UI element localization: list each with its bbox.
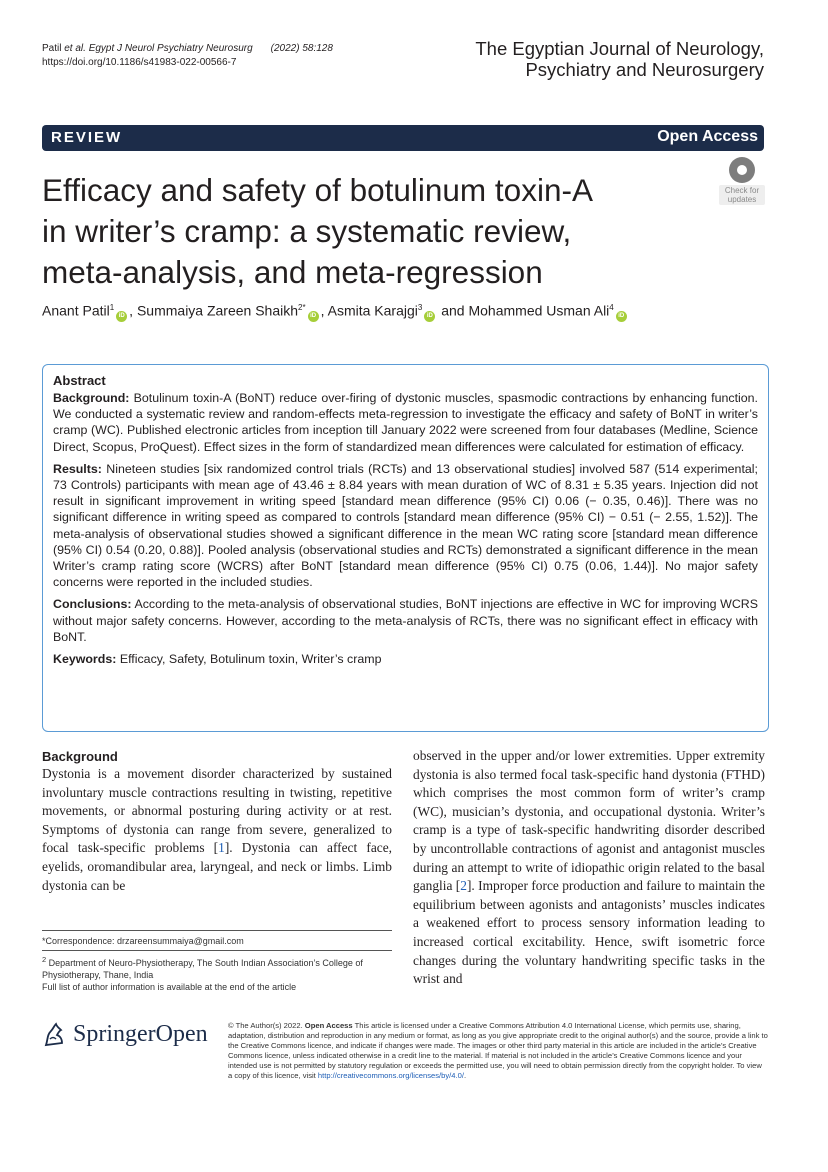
abstract-keywords	[53, 651, 758, 667]
check-updates-icon	[729, 157, 755, 183]
author-separator: ,	[129, 302, 137, 319]
orcid-icon[interactable]: iD	[424, 311, 435, 322]
article-title	[42, 170, 702, 293]
journal-name	[475, 38, 764, 80]
journal-name-line2: Psychiatry and Neurosurgery	[525, 59, 764, 80]
author-affiliation-sup: 1	[109, 303, 115, 312]
citation-year: (2022) 58:128	[270, 43, 333, 54]
abstract-results-text: Nineteen studies [six randomized control trials (RCTs) and 13 observational studies] involved 587 (514 experimental; 73 Controls) participants with mean age of 43.46 ± 8.84 years with mean duration of WC of 8.31 ± 5.35 years. Injection did not result in significant improvement in writing speed [standard mean difference (95% CI) 0.06 (− 0.35, 0.46)]. There was no significant difference in writing speed as compared to controls [standard mean difference (95% CI) − 0.51 (− 2.55, 1.52)]. The meta-analysis of observational studies showed a significant difference in the mean WC rating score [standard mean difference (95% CI) 0.54 (0.20, 0.88)]. Pooled analysis (observational studies and RCTs) demonstrated a significant difference in the mean Writer’s cramp rating score (WCRS) after BoNT [standard mean difference (95% CI) 0.75 (0.06, 1.44)]. No major safety concerns were reported in the included studies.	[53, 461, 758, 590]
body-text: ]. Improper force production and failure to maintain the equilibrium between agonists and antagonists’ muscles indicates a weakened effort to process sensory information leading to increased cortical excitability. Hence, swift isometric force changes during the voluntary handwriting specific tasks in the wrist and	[413, 878, 765, 987]
abstract-results-label: Results:	[53, 461, 102, 476]
body-text: Dystonia is a movement disorder characterized by sustained involuntary muscle contractions resulting in twisting, repetitive movements, or abnormal posturing during activity or at rest. Symptoms of dystonia can range from severe, generalized to focal task-specific problems [	[42, 766, 392, 856]
body-text: ]. Dystonia can affect face, eyelids, oromandibular area, laryngeal, and neck or limbs. Limb dystonia can be	[42, 840, 392, 893]
open-access-label: Open Access	[657, 128, 758, 145]
license-end: .	[463, 1071, 467, 1080]
citation-header	[42, 42, 333, 70]
author-name: Anant Patil	[42, 302, 110, 319]
doi-link[interactable]: https://doi.org/10.1186/s41983-022-00566-7	[42, 57, 237, 68]
author-affiliation-sup: 3	[417, 303, 423, 312]
license-text: This article is licensed under a Creative Commons Attribution 4.0 International License, which permits use, sharing, adaptation, distribution and reproduction in any medium or format, as long as you give appropriate credit to the original author(s) and the source, provide a link to the Creative Commons licence, and indicate if changes were made. The images or other third party material in this article are included in the article’s Creative Commons licence, unless indicated otherwise in a credit line to the material. If material is not included in the article’s Creative Commons licence and your intended use is not permitted by statutory regulation or exceeds the permitted use, you will need to obtain permission directly from the copyright holder. To view a copy of this licence, visit	[228, 1021, 768, 1080]
abstract-background	[53, 390, 758, 455]
author-list	[42, 298, 629, 322]
author-affiliation-sup: 2*	[298, 303, 306, 312]
abstract-results	[53, 461, 758, 591]
author-name: Asmita Karajgi	[327, 302, 418, 319]
author-separator: ,	[320, 302, 328, 319]
abstract-conclusions-text: According to the meta-analysis of observational studies, BoNT injections are effective in WC for improving WCRS without major safety concerns. However, according to the meta-analysis of RCTs, there was no significant effect in efficacy with BoNT.	[53, 597, 758, 644]
affiliation-note	[42, 954, 394, 993]
citation-authors: Patil	[42, 43, 65, 54]
check-updates-line2: updates	[727, 195, 757, 204]
reference-link[interactable]: 2	[460, 878, 467, 894]
correspondence-note: *Correspondence: drzareensummaiya@gmail.com	[42, 936, 244, 946]
abstract-background-label: Background:	[53, 391, 130, 405]
journal-name-line1: The Egyptian Journal of Neurology,	[475, 38, 764, 59]
springer-open-name: Open	[155, 1021, 208, 1047]
title-line-3: meta-analysis, and meta-regression	[42, 254, 543, 290]
body-text: observed in the upper and/or lower extremities. Upper extremity dystonia is also termed focal task-specific hand dystonia (FTHD) which comprises the most common form of writer’s cramp (WC), musician’s dystonia, and occupational dystonia. Writer’s cramp is a type of task-specific handwriting disorder described by uncontrollable contractions of agonist and antagonist muscles during an attempt to write of idiopathic origin related to the basal ganglia [	[413, 748, 765, 894]
springer-wordmark	[73, 1021, 208, 1048]
author-affiliation-sup: 4	[609, 303, 614, 312]
orcid-icon[interactable]: iD	[116, 311, 127, 322]
title-line-2: in writer’s cramp: a systematic review,	[42, 213, 572, 249]
springer-horse-icon	[42, 1021, 66, 1049]
check-for-updates-badge[interactable]	[719, 157, 765, 205]
body-right-column	[413, 747, 765, 989]
springer-open-logo	[42, 1019, 222, 1053]
author-name: Summaiya Zareen Shaikh	[136, 302, 299, 319]
license-statement	[228, 1021, 768, 1081]
section-heading-background: Background	[42, 749, 118, 764]
abstract-background-text: Botulinum toxin-A (BoNT) reduce over-firing of dystonic muscles, spasmodic contractions by enhancing function. We conducted a systematic review and random-effects meta-regression to investigate the efficacy and safety of BoNT in writer’s cramp (WC). Published electronic articles from inception till January 2022 were screened from four databases (Medline, Science Direct, Scopus, ProQuest). Effect sizes in the form of standardized mean differences were calculated for estimation of efficacy.	[53, 391, 759, 454]
author-and: and	[437, 302, 469, 319]
orcid-icon[interactable]: iD	[308, 311, 319, 322]
abstract-conclusions-label: Conclusions:	[53, 597, 132, 612]
license-url-link[interactable]: http://creativecommons.org/licenses/by/4.0/	[317, 1071, 464, 1080]
keywords-text: Efficacy, Safety, Botulinum toxin, Writer’s cramp	[119, 652, 382, 667]
orcid-icon[interactable]: iD	[616, 311, 627, 322]
background-paragraph-right	[413, 747, 765, 989]
affiliation-sup: 2	[42, 955, 47, 964]
keywords-label: Keywords:	[53, 652, 117, 667]
background-paragraph-left	[42, 765, 392, 895]
license-open-access: Open Access	[304, 1021, 353, 1030]
article-type-label: REVIEW	[51, 129, 123, 146]
affiliation-text: Department of Neuro-Physiotherapy, The South Indian Association’s College of Physiotherapy, Thane, India	[42, 958, 363, 980]
title-line-1: Efficacy and safety of botulinum toxin-A	[42, 172, 593, 208]
license-lead: © The Author(s) 2022.	[228, 1021, 305, 1030]
citation-journal: et al. Egypt J Neurol Psychiatry Neurosurg	[64, 43, 253, 54]
check-updates-line1: Check for	[724, 186, 760, 195]
reference-link[interactable]: 1	[218, 840, 225, 856]
abstract-conclusions	[53, 596, 758, 645]
springer-name: Springer	[73, 1021, 156, 1047]
abstract-box	[42, 364, 769, 732]
abstract-heading: Abstract	[53, 373, 106, 388]
author-name: Mohammed Usman Ali	[468, 302, 610, 319]
body-left-column	[42, 748, 392, 895]
footnote-divider	[42, 930, 392, 931]
full-author-info-note: Full list of author information is available at the end of the article	[42, 982, 297, 992]
article-type-banner	[42, 125, 764, 151]
footnote-divider	[42, 950, 392, 951]
